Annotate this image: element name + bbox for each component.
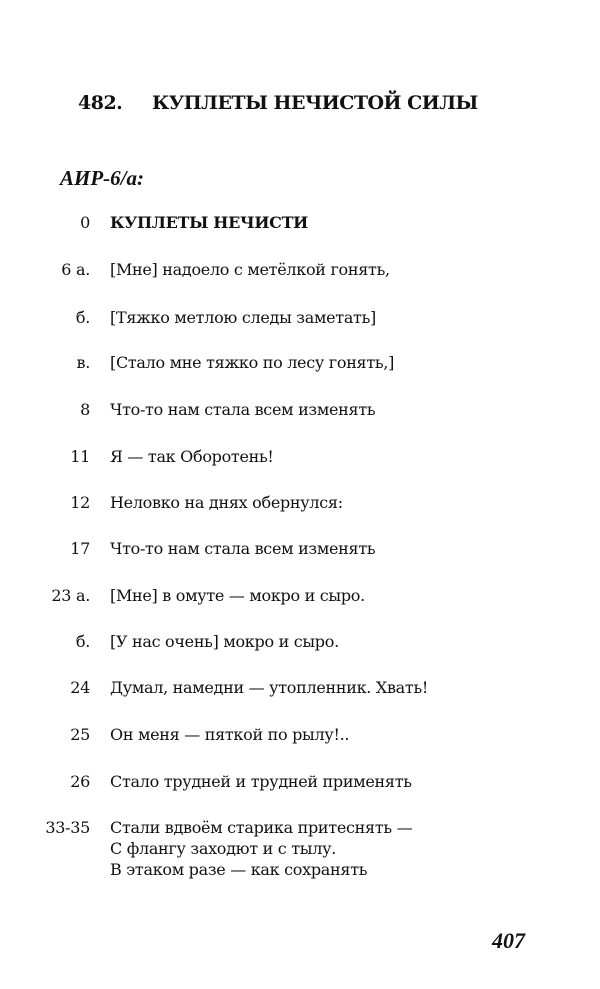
line-number: 8: [80, 400, 90, 419]
source-label: АИР-6/а:: [60, 166, 144, 190]
line-number: 33-35: [45, 818, 90, 837]
line-number: б.: [75, 632, 90, 651]
line-text: Стали вдвоём старика притеснять — С флангу заходют и с тылу. В этаком разе — как сохранять: [110, 818, 413, 879]
line-number: 23 а.: [51, 586, 90, 605]
line-number: 17: [70, 539, 90, 558]
line-text: [У нас очень] мокро и сыро.: [110, 632, 339, 651]
line-number: в.: [76, 353, 90, 372]
line-text: Неловко на днях обернулся:: [110, 493, 343, 512]
line-text: Думал, намедни — утопленник. Хвать!: [110, 678, 429, 697]
line-number: б.: [75, 308, 90, 327]
line-number: 12: [70, 493, 90, 512]
line-text: Я — так Оборотень!: [110, 447, 274, 466]
line-text: [Тяжко метлою следы заметать]: [110, 308, 376, 327]
line-text: Что-то нам стала всем изменять: [110, 400, 376, 419]
section-number: 482.: [78, 92, 123, 114]
line-text: [Мне] надоело с метёлкой гонять,: [110, 260, 390, 279]
line-text: Стало трудней и трудней применять: [110, 772, 412, 791]
line-text: КУПЛЕТЫ НЕЧИСТИ: [110, 213, 308, 232]
line-number: 11: [70, 447, 90, 466]
line-number: 0: [80, 213, 90, 232]
line-text: [Мне] в омуте — мокро и сыро.: [110, 586, 365, 605]
line-number: 24: [70, 678, 90, 697]
line-number: 6 а.: [61, 260, 90, 279]
line-text: Он меня — пяткой по рылу!..: [110, 725, 350, 744]
page-number: 407: [492, 928, 525, 953]
line-text: [Стало мне тяжко по лесу гонять,]: [110, 353, 395, 372]
section-heading: [78, 92, 558, 114]
line-number: 25: [70, 725, 90, 744]
line-number: 26: [70, 772, 90, 791]
line-text: Что-то нам стала всем изменять: [110, 539, 376, 558]
section-title: КУПЛЕТЫ НЕЧИСТОЙ СИЛЫ: [152, 92, 478, 114]
